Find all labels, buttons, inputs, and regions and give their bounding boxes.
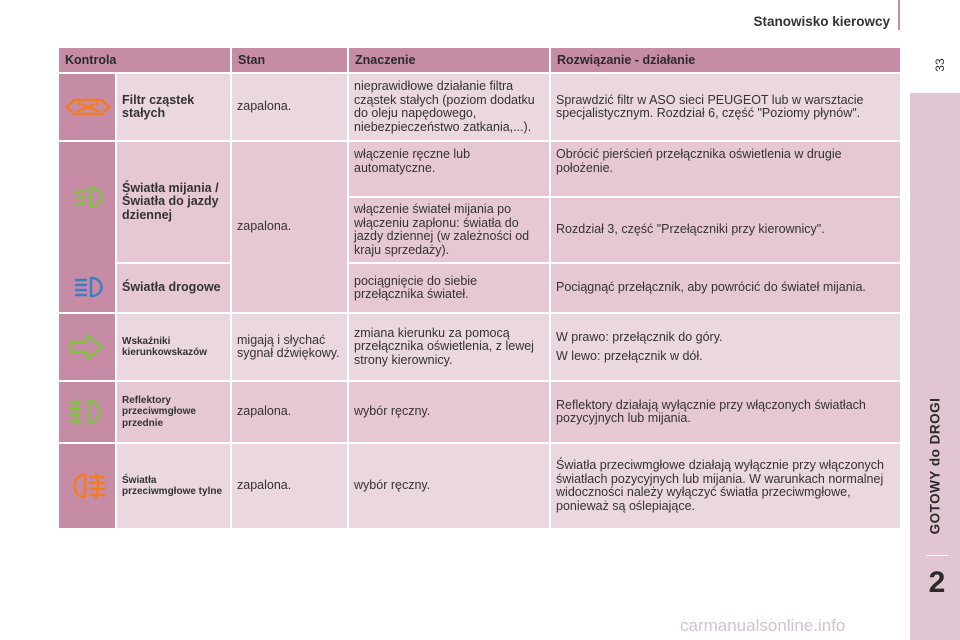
column-header-rozwiazanie: Rozwiązanie - działanie: [550, 47, 901, 73]
state-text: zapalona.: [231, 381, 348, 443]
header-rule: [898, 0, 900, 30]
action-text: Sprawdzić filtr w ASO sieci PEUGEOT lub w warsztacie specjalistycznym. Rozdział 6, część "Poziomy płynów".: [550, 73, 901, 141]
column-header-kontrola: Kontrola: [58, 47, 231, 73]
action-text: Pociągnąć przełącznik, aby powrócić do świateł mijania.: [550, 263, 901, 313]
control-name: Reflektory przeciwmgłowe przednie: [116, 381, 231, 443]
action-text: Rozdział 3, część "Przełączniki przy kierownicy".: [550, 197, 901, 263]
meaning-text: zmiana kierunku za pomocą przełącznika oświetlenia, z lewej strony kierownicy.: [348, 313, 550, 381]
table-row: [58, 313, 901, 381]
page-header-title: Stanowisko kierowcy: [753, 14, 890, 29]
page-number: 33: [933, 58, 947, 72]
column-header-stan: Stan: [231, 47, 348, 73]
table-row: [58, 73, 901, 141]
chapter-divider: [926, 555, 948, 556]
action-line-left: W lewo: przełącznik w dół.: [556, 348, 703, 363]
action-text: Światła przeciwmgłowe działają wyłącznie przy włączonych światłach pozycyjnych lub mijania. W warunkach normalnej widoczności należy wyłączyć światła przeciwmgłowe, ponieważ są oślepiające.: [550, 443, 901, 529]
control-name: Światła przeciwmgłowe tylne: [116, 443, 231, 529]
action-text: Obrócić pierścień przełącznika oświetlenia w drugie położenie.: [550, 141, 901, 197]
dipped-beam-icon: [73, 184, 107, 210]
action-line-right: W prawo: przełącznik do góry.: [556, 330, 723, 344]
meaning-text: włączenie ręczne lub automatyczne.: [348, 141, 550, 197]
meaning-text: pociągnięcie do siebie przełącznika świateł.: [348, 263, 550, 313]
meaning-text: nieprawidłowe działanie filtra cząstek stałych (poziom dodatku do oleju napędowego, niebezpieczeństwo zatkania,...).: [348, 73, 550, 141]
direction-indicator-icon: [67, 332, 107, 362]
watermark: carmanualsonline.info: [680, 616, 846, 635]
chapter-side-band: [910, 93, 960, 640]
icon-cell: [58, 141, 116, 313]
icon-cell: [58, 443, 116, 529]
control-name: Światła drogowe: [116, 263, 231, 313]
table-row: [58, 141, 901, 197]
state-text: zapalona.: [231, 73, 348, 141]
control-name: Wskaźniki kierunkowskazów: [116, 313, 231, 381]
meaning-text: wybór ręczny.: [348, 381, 550, 443]
meaning-text: włączenie świateł mijania po włączeniu zapłonu: światła do jazdy dziennej (w zależności od kraju sprzedaży).: [348, 197, 550, 263]
table-row: [58, 263, 901, 313]
table-header-row: [58, 47, 901, 73]
warning-lamps-table: [57, 46, 902, 530]
action-text: Reflektory działają wyłącznie przy włączonych światłach pozycyjnych lub mijania.: [550, 381, 901, 443]
state-text: zapalona.: [231, 443, 348, 529]
column-header-znaczenie: Znaczenie: [348, 47, 550, 73]
front-fog-icon: [67, 397, 107, 427]
rear-fog-icon: [67, 471, 107, 501]
chapter-title: GOTOWY do DROGI: [927, 397, 943, 535]
control-name: Filtr cząstek stałych: [116, 73, 231, 141]
icon-cell: [58, 73, 116, 141]
icon-cell: [58, 313, 116, 381]
meaning-text: wybór ręczny.: [348, 443, 550, 529]
main-beam-icon: [73, 274, 107, 300]
control-name: Światła mijania / Światła do jazdy dziennej: [116, 141, 231, 263]
particle-filter-icon: [64, 93, 112, 121]
action-text: [550, 313, 901, 381]
state-text: migają i słychać sygnał dźwiękowy.: [231, 313, 348, 381]
table-row: [58, 381, 901, 443]
chapter-number: 2: [928, 566, 946, 599]
table-row: [58, 443, 901, 529]
icon-cell: [58, 381, 116, 443]
state-text: zapalona.: [231, 141, 348, 313]
